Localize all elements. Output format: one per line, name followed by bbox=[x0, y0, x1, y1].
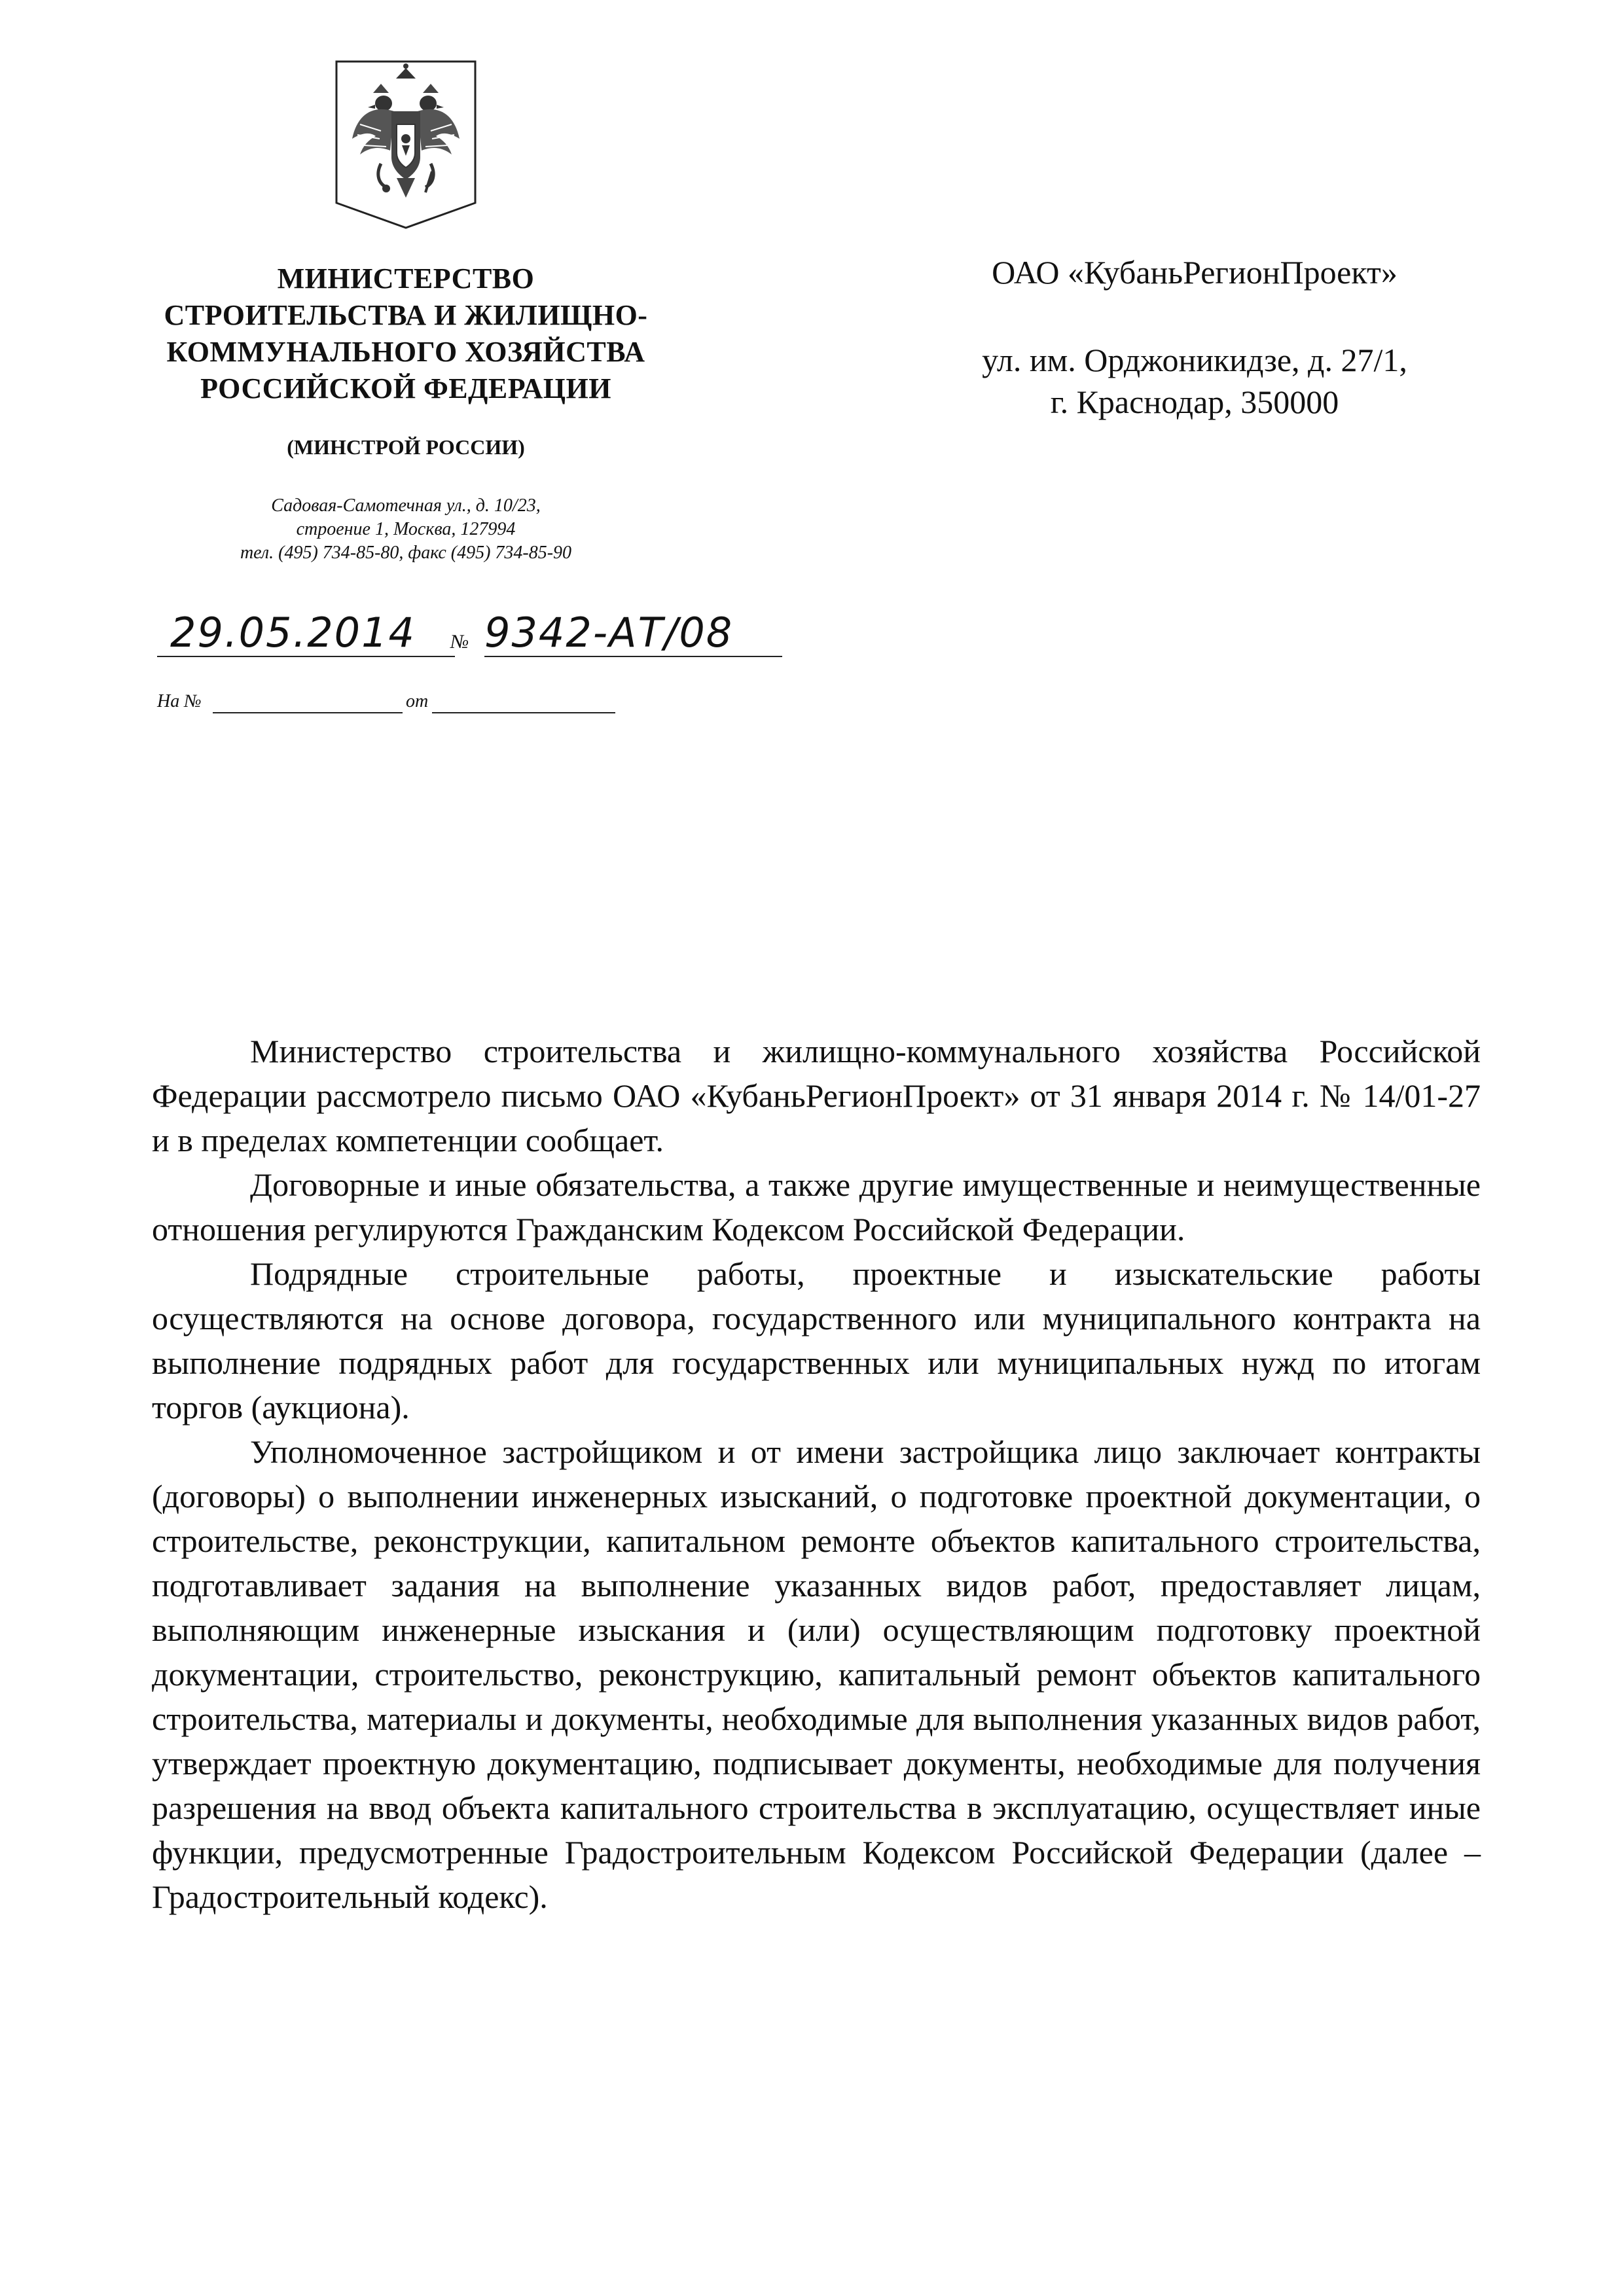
addressee-organization: ОАО «КубаньРегионПроект» bbox=[992, 254, 1398, 291]
body-paragraph: Договорные и иные обязательства, а также другие имущественные и неимущественные отношения регулируются Гражданским Кодексом Российской Федерации. bbox=[152, 1166, 1481, 1247]
body-paragraph: Уполномоченное застройщиком и от имени застройщика лицо заключает контракты (договоры) о выполнении инженерных изысканий, о подготовке проектной документации, о строительстве, реконструкции, капитальном ремонте объектов капитального строительства, подготавливает задания на выполнение указанных видов работ, предоставляет лицам, выполняющим инженерные изыскания и (или) осуществляющим подготовку проектной документации, строительство, реконструкцию, капитальный ремонт объектов капитального строительства, материалы и документы, необходимые для выполнения указанных видов работ, утверждает проектную документацию, подписывает документы, необходимые для получения разрешения на ввод объекта капитального строительства в эксплуатацию, осуществляет иные функции, предусмотренные Градостроительным Кодексом Российской Федерации (далее – Градостроительный кодекс). bbox=[152, 1433, 1481, 1915]
ministry-name-line: РОССИЙСКОЙ ФЕДЕРАЦИИ bbox=[200, 372, 611, 404]
registration-number: 9342-АТ/08 bbox=[484, 609, 734, 656]
letter-body bbox=[152, 1029, 1481, 1919]
address-line: тел. (495) 734-85-80, факс (495) 734-85-90 bbox=[240, 543, 572, 563]
registration-date: 29.05.2014 bbox=[170, 609, 416, 656]
from-label: от bbox=[406, 691, 429, 711]
number-sign: № bbox=[450, 631, 469, 653]
ministry-name-line: КОММУНАЛЬНОГО ХОЗЯЙСТВА bbox=[166, 336, 645, 368]
ministry-address bbox=[105, 494, 707, 565]
on-number-label: На № bbox=[157, 691, 202, 711]
coat-of-arms-emblem bbox=[334, 59, 478, 229]
date-underline bbox=[157, 656, 455, 657]
reply-reference bbox=[157, 689, 681, 721]
body-paragraph: Министерство строительства и жилищно-коммунального хозяйства Российской Федерации рассмотрело письмо ОАО «КубаньРегионПроект» от 31 января 2014 г. № 14/01-27 и в пределах компетенции сообщает. bbox=[152, 1033, 1481, 1158]
addressee-city: г. Краснодар, 350000 bbox=[1050, 384, 1339, 420]
from-blank bbox=[432, 712, 615, 713]
number-underline bbox=[484, 656, 782, 657]
address-line: строение 1, Москва, 127994 bbox=[296, 519, 516, 539]
addressee-street: ул. им. Орджоникидзе, д. 27/1, bbox=[982, 342, 1407, 378]
registration-line bbox=[157, 601, 785, 673]
ministry-name-line: МИНИСТЕРСТВО bbox=[277, 262, 535, 295]
address-line: Садовая-Самотечная ул., д. 10/23, bbox=[271, 495, 541, 516]
on-number-blank bbox=[213, 712, 403, 713]
ministry-name bbox=[105, 260, 707, 407]
ministry-name-line: СТРОИТЕЛЬСТВА И ЖИЛИЩНО- bbox=[164, 299, 648, 331]
ministry-short-name: (МИНСТРОЙ РОССИИ) bbox=[287, 435, 525, 459]
addressee-block bbox=[903, 251, 1486, 423]
body-paragraph: Подрядные строительные работы, проектные и изыскательские работы осуществляются на основе договора, государственного или муниципального контракта на выполнение подрядных работ для государственных или муниципальных нужд по итогам торгов (аукциона). bbox=[152, 1255, 1481, 1426]
